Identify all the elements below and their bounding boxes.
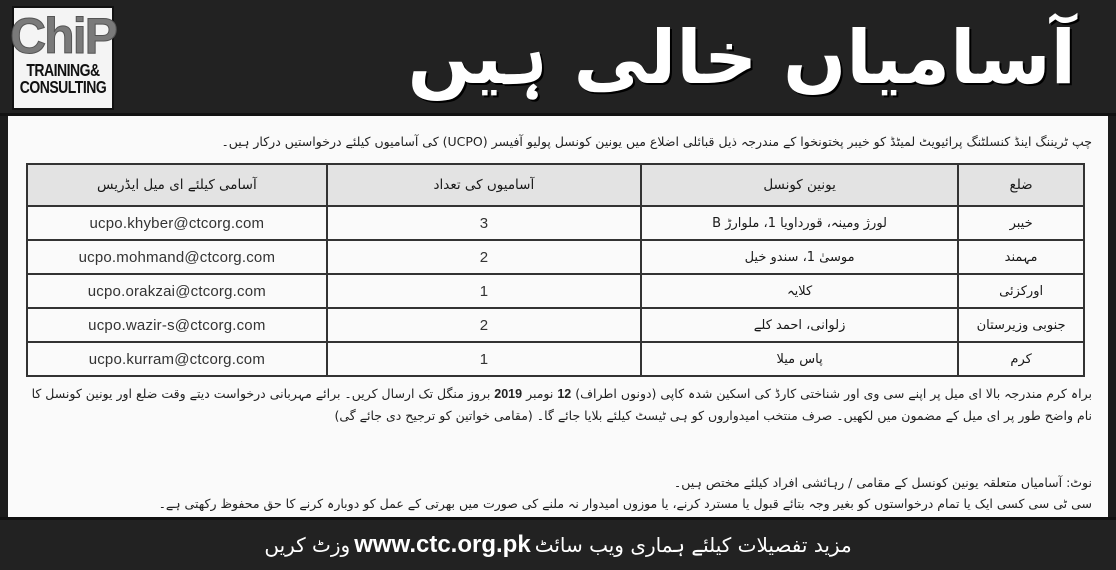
- instructions-paragraph: [26, 383, 1092, 426]
- table-row: [27, 274, 1084, 308]
- cell-union-council: موسیٰ 1، سندو خیل: [641, 240, 958, 274]
- page-title: آسامیاں خالی ہیں: [407, 15, 1076, 101]
- cell-union-council: کلایہ: [641, 274, 958, 308]
- cell-union-council: لورژ ومینہ، قورداویا 1، ملوارڑ B: [641, 206, 958, 240]
- cell-district: کرم: [958, 342, 1084, 376]
- cell-union-council: پاس میلا: [641, 342, 958, 376]
- cell-count: 3: [327, 206, 641, 240]
- cell-district: اورکزئی: [958, 274, 1084, 308]
- company-logo: [12, 6, 114, 110]
- logo-brand: ChiP: [10, 8, 116, 64]
- cell-email: ucpo.orakzai@ctcorg.com: [27, 274, 327, 308]
- cell-count: 2: [327, 308, 641, 342]
- cell-email: ucpo.kurram@ctcorg.com: [27, 342, 327, 376]
- table-row: [27, 342, 1084, 376]
- cell-email: ucpo.mohmand@ctcorg.com: [27, 240, 327, 274]
- footer-text-after: وزٹ کریں: [264, 533, 351, 557]
- header-email: آسامی کیلئے ای میل ایڈریس: [27, 164, 327, 206]
- intro-text: چپ ٹریننگ اینڈ کنسلٹنگ پرائیویٹ لمیٹڈ کو خیبر پختونخوا کے مندرجہ ذیل قبائلی اضلاع میں یونین کونسل پولیو آفیسر (UCPO) کی آسامیوں کیلئے درخواستیں درکار ہیں۔: [221, 134, 1092, 149]
- cell-district: خیبر: [958, 206, 1084, 240]
- instructions-text-end: بروز منگل تک ارسال کریں۔ برائے مہربانی درخواست دیتے وقت ضلع اور یونین کونسل کا نام واضح طور پر ای میل کے مضمون میں لکھیں۔ صرف منتخب امیدواروں کو ہی ٹیسٹ کیلئے بلایا جائے گا۔ (مقامی خواتین کو ترجیح دی جائے گی): [31, 386, 1092, 423]
- cell-email: ucpo.khyber@ctcorg.com: [27, 206, 327, 240]
- website-link[interactable]: www.ctc.org.pk: [354, 531, 531, 558]
- footer-banner: [0, 517, 1116, 570]
- vacancies-table: [26, 163, 1085, 377]
- note-text: نوٹ: آسامیاں متعلقہ یونین کونسل کے مقامی / رہائشی افراد کیلئے مختص ہیں۔: [673, 475, 1092, 490]
- disclaimer-text: سی ٹی سی کسی ایک یا تمام درخواستوں کو بغیر وجہ بتائے قبول یا مسترد کرنے، یا موزوں امیدوار نہ ملنے کی صورت میں بھرتی کے عمل کو دوبارہ کرنے کا حق محفوظ رکھتی ہے۔: [158, 496, 1092, 511]
- header-union-council: یونین کونسل: [641, 164, 958, 206]
- table-row: [27, 206, 1084, 240]
- cell-count: 2: [327, 240, 641, 274]
- logo-line-consulting: CONSULTING: [19, 76, 107, 97]
- cell-district: جنوبی وزیرستان: [958, 308, 1084, 342]
- header-banner: [0, 0, 1116, 116]
- deadline-day: 12: [557, 387, 572, 401]
- deadline-year: 2019: [494, 387, 523, 401]
- table-header-row: [27, 164, 1084, 206]
- logo-line-training: TRAINING&: [26, 59, 100, 80]
- header-district: ضلع: [958, 164, 1084, 206]
- cell-count: 1: [327, 274, 641, 308]
- instructions-text-start: براہ کرم مندرجہ بالا ای میل پر اپنے سی وی اور شناختی کارڈ کی اسکین شدہ کاپی (دونوں اطراف): [571, 386, 1092, 401]
- cell-district: مہمند: [958, 240, 1084, 274]
- table-row: [27, 240, 1084, 274]
- table-row: [27, 308, 1084, 342]
- cell-count: 1: [327, 342, 641, 376]
- cell-union-council: زلوانی، احمد کلے: [641, 308, 958, 342]
- deadline-month: نومبر: [522, 386, 558, 401]
- cell-email: ucpo.wazir-s@ctcorg.com: [27, 308, 327, 342]
- header-count: آسامیوں کی تعداد: [327, 164, 641, 206]
- footer-text-before: مزید تفصیلات کیلئے ہماری ویب سائٹ: [534, 533, 852, 557]
